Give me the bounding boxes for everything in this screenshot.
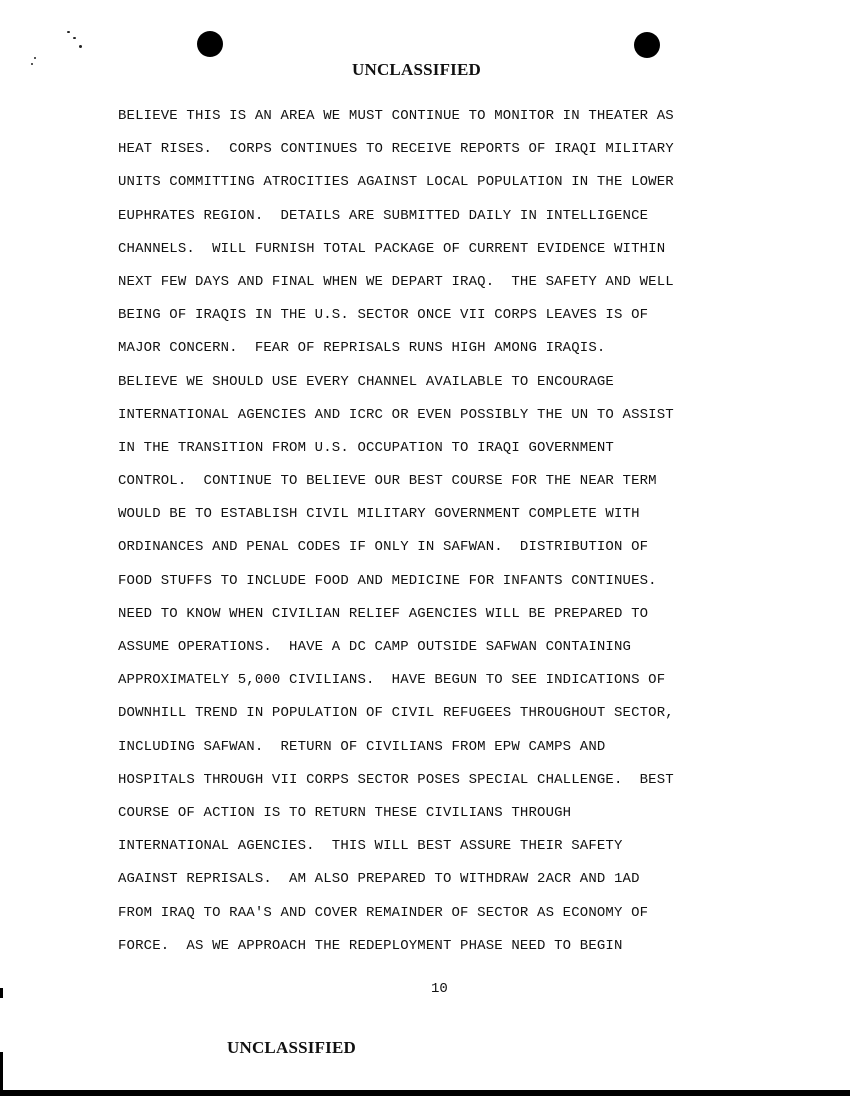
classification-marking-bottom: UNCLASSIFIED — [227, 1038, 356, 1057]
body-line: HOSPITALS THROUGH VII CORPS SECTOR POSES SPECIAL CHALLENGE. BEST — [118, 771, 674, 788]
body-line: FOOD STUFFS TO INCLUDE FOOD AND MEDICINE FOR INFANTS CONTINUES. — [118, 572, 657, 589]
body-line: INTERNATIONAL AGENCIES AND ICRC OR EVEN POSSIBLY THE UN TO ASSIST — [118, 406, 674, 423]
body-line: WOULD BE TO ESTABLISH CIVIL MILITARY GOVERNMENT COMPLETE WITH — [118, 506, 640, 523]
body-line: COURSE OF ACTION IS TO RETURN THESE CIVILIANS THROUGH — [118, 804, 572, 821]
body-line: APPROXIMATELY 5,000 CIVILIANS. HAVE BEGUN TO SEE INDICATIONS OF — [118, 672, 666, 689]
body-line: BELIEVE THIS IS AN AREA WE MUST CONTINUE TO MONITOR IN THEATER AS — [118, 108, 674, 124]
body-line: MAJOR CONCERN. FEAR OF REPRISALS RUNS HIGH AMONG IRAQIS. — [118, 340, 606, 357]
body-line: INCLUDING SAFWAN. RETURN OF CIVILIANS FROM EPW CAMPS AND — [118, 738, 606, 755]
classification-marking-top: UNCLASSIFIED — [352, 60, 481, 79]
body-line: EUPHRATES REGION. DETAILS ARE SUBMITTED DAILY IN INTELLIGENCE — [118, 207, 649, 224]
body-line: CONTROL. CONTINUE TO BELIEVE OUR BEST COURSE FOR THE NEAR TERM — [118, 473, 657, 490]
body-line: CHANNELS. WILL FURNISH TOTAL PACKAGE OF CURRENT EVIDENCE WITHIN — [118, 240, 666, 257]
body-line: NEED TO KNOW WHEN CIVILIAN RELIEF AGENCIES WILL BE PREPARED TO — [118, 605, 649, 622]
margin-mark — [0, 988, 3, 998]
body-line: BELIEVE WE SHOULD USE EVERY CHANNEL AVAILABLE TO ENCOURAGE — [118, 373, 614, 390]
body-line: DOWNHILL TREND IN POPULATION OF CIVIL REFUGEES THROUGHOUT SECTOR, — [118, 705, 674, 722]
punch-hole-right — [634, 32, 660, 58]
punch-hole-left — [197, 31, 223, 57]
body-line: NEXT FEW DAYS AND FINAL WHEN WE DEPART IRAQ. THE SAFETY AND WELL — [118, 273, 674, 290]
body-line: IN THE TRANSITION FROM U.S. OCCUPATION TO IRAQI GOVERNMENT — [118, 439, 614, 456]
body-line: BEING OF IRAQIS IN THE U.S. SECTOR ONCE VII CORPS LEAVES IS OF — [118, 307, 649, 324]
body-line: AGAINST REPRISALS. AM ALSO PREPARED TO WITHDRAW 2ACR AND 1AD — [118, 871, 640, 888]
body-line: UNITS COMMITTING ATROCITIES AGAINST LOCAL POPULATION IN THE LOWER — [118, 174, 674, 191]
page-number: 10 — [431, 981, 448, 997]
scan-edge-bottom — [0, 1090, 850, 1096]
body-line: HEAT RISES. CORPS CONTINUES TO RECEIVE REPORTS OF IRAQI MILITARY — [118, 141, 674, 158]
body-line: ORDINANCES AND PENAL CODES IF ONLY IN SAFWAN. DISTRIBUTION OF — [118, 539, 649, 556]
body-line: FROM IRAQ TO RAA'S AND COVER REMAINDER OF SECTOR AS ECONOMY OF — [118, 904, 649, 921]
body-line: FORCE. AS WE APPROACH THE REDEPLOYMENT PHASE NEED TO BEGIN — [118, 937, 623, 954]
document-body — [118, 100, 818, 963]
body-line: INTERNATIONAL AGENCIES. THIS WILL BEST ASSURE THEIR SAFETY — [118, 838, 623, 855]
body-line: ASSUME OPERATIONS. HAVE A DC CAMP OUTSIDE SAFWAN CONTAINING — [118, 639, 632, 655]
